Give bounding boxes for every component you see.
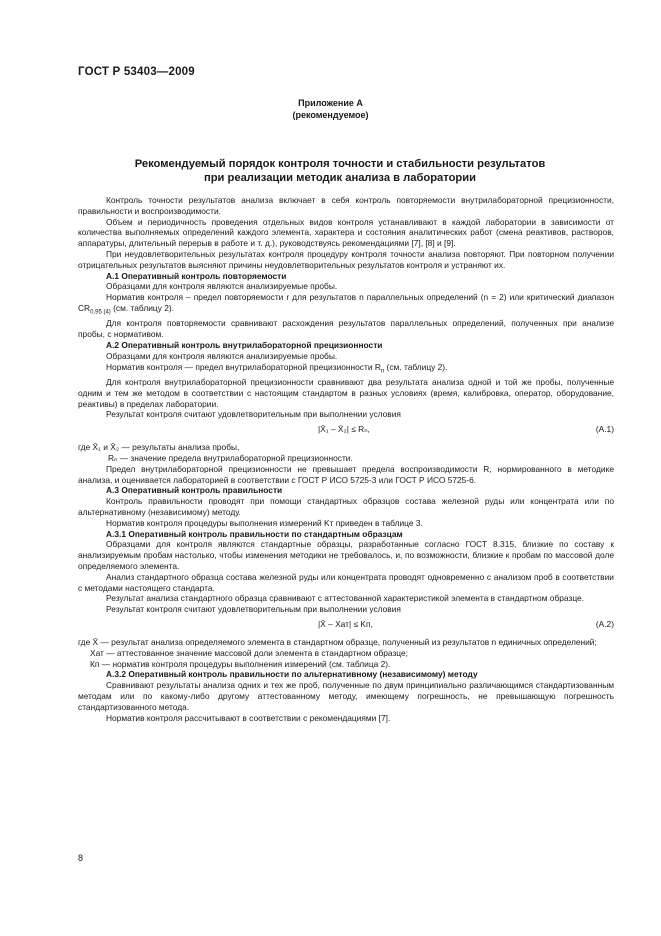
formula-a1 [78,420,614,442]
paragraph [78,362,614,377]
formula-number: (А.2) [595,619,614,630]
subsection-heading: А.1 Оперативный контроль повторяемости [106,270,287,281]
page-number: 8 [78,853,84,863]
paragraph: Предел внутрилабораторной прецизионности не превышает предела воспроизводимости R, нормированного в методике анализа, и оценивается лабораторией в соответствии с ГОСТ Р ИСО 5725-3 или ГОСТ Р ИСО 5725-6. [78,463,614,485]
paragraph: Образцами для контроля являются анализируемые пробы. [106,350,338,361]
section-title-line2: при реализации методик анализа в лаборатории [203,172,477,184]
paragraph: Результат анализа стандартного образца сравнивают с аттестованной характеристикой элемента в стандартном образце. [106,593,585,604]
paragraph: Для контроля внутрилабораторной прецизионности сравнивают два результата анализа одной и той же пробы, полученные одним и тем же методом в соответствии с настоящим стандартом в разных условиях (время, калибровка, оператор, оборудование, реактивы) в пределах лаборатории. [78,377,614,409]
section-title-line1: Рекомендуемый порядок контроля точности и стабильности результатов [134,158,546,170]
formula-expression: |X̄₁ – X̄₂| ≤ Rₙ, [318,424,370,435]
paragraph: Норматив контроля процедуры выполнения измерений Kт приведен в таблице 3. [106,517,423,528]
subsection-heading: А.3.1 Оперативный контроль правильности по стандартным образцам [106,528,403,539]
subsection-heading: А.2 Оперативный контроль внутрилабораторной прецизионности [106,340,383,351]
formula-expression: |X̄ – Xат| ≤ Kп, [318,619,373,630]
paragraph: Результат контроля считают удовлетворительным при выполнении условия [106,409,401,420]
where-line: где X̄ — результат анализа определяемого элемента в стандартном образце, полученный из результатов n единичных определений; [78,637,597,648]
formula-number: (А.1) [595,424,614,435]
text: (см. таблицу 2). [384,361,448,372]
paragraph: При неудовлетворительных результатах контроля процедуру контроля точности анализа повторяют. При повторном получении отрицательных результатов выясняют причины неудовлетворительных результатов контроля и устраняют их. [78,248,614,270]
paragraph: Норматив контроля рассчитывают в соответствии с рекомендациями [7]. [106,712,391,723]
paragraph: Образцами для контроля являются анализируемые пробы. [106,281,338,292]
formula-a2 [78,615,614,637]
subscript: 0,95 (4) [90,309,111,316]
paragraph: Сравнивают результаты анализа одних и тех же проб, полученные по двум принципиально различающимся стандартизованным методам или по какому-либо другому аттестованному методу, имеющему погрешность, не превышающую погрешность стандартизованного метода. [78,680,614,712]
appendix-note: (рекомендуемое) [292,110,369,120]
document-body [78,195,614,723]
paragraph [78,292,614,318]
where-line: Rₙ — значение предела внутрилабораторной прецизионности. [108,453,353,464]
text: (см. таблицу 2). [110,302,174,313]
appendix-label: Приложение А [298,98,363,108]
subsection-heading: А.3 Оперативный контроль правильности [106,485,283,496]
where-line: где X̄₁ и X̄₂ — результаты анализа пробы, [78,442,240,453]
paragraph: Контроль правильности проводят при помощи стандартных образцов состава железной руды или концентрата или по альтернативному (независимому) методу. [78,496,614,518]
subsection-heading: А.3.2 Оперативный контроль правильности по альтернативному (независимому) методу [106,669,478,680]
paragraph: Контроль точности результатов анализа включает в себя контроль повторяемости внутрилабораторной прецизионности, правильности и воспроизводимости. [78,195,614,216]
paragraph: Объем и периодичность проведения отдельных видов контроля устанавливают в каждой лаборатории в зависимости от количества выполняемых определений каждого элемента, характера и состояния аналитических работ (смена реактивов, растворов, аппаратуры, длительный перерыв в работе и т. д.), руководствуясь рекомендациями [7], [8] и [9]. [78,216,614,249]
document-header: ГОСТ Р 53403—2009 [78,66,195,78]
where-line: Xат — аттестованное значение массовой доли элемента в стандартном образце; [90,647,408,658]
text: Норматив контроля — предел внутрилабораторной прецизионности R [106,361,381,372]
paragraph: Результат контроля считают удовлетворительным при выполнении условия [106,604,401,615]
paragraph: Анализ стандартного образца состава железной руды или концентрата проводят одновременно с анализом проб в соответствии с методами настоящего стандарта. [78,571,614,593]
where-line: Кп — норматив контроля процедуры выполнения измерений (см. таблица 2). [90,658,391,669]
subscript: n [380,368,385,375]
paragraph: Для контроля повторяемости сравнивают расхождения результатов параллельных определений, полученных при анализе пробы, с нормативом. [78,318,614,340]
text: Норматив контроля – предел повторяемости r для результатов n параллельных определений (n = 2) или критический диапазон CR [78,292,614,313]
paragraph: Образцами для контроля являются стандартные образцы, разработанные согласно ГОСТ 8.315, близкие по составу к анализируемым пробам настолько, чтобы изменения методики не требовалось, и, по возможности, близкие к пробам по массовой доле определяемого элемента. [78,539,614,572]
